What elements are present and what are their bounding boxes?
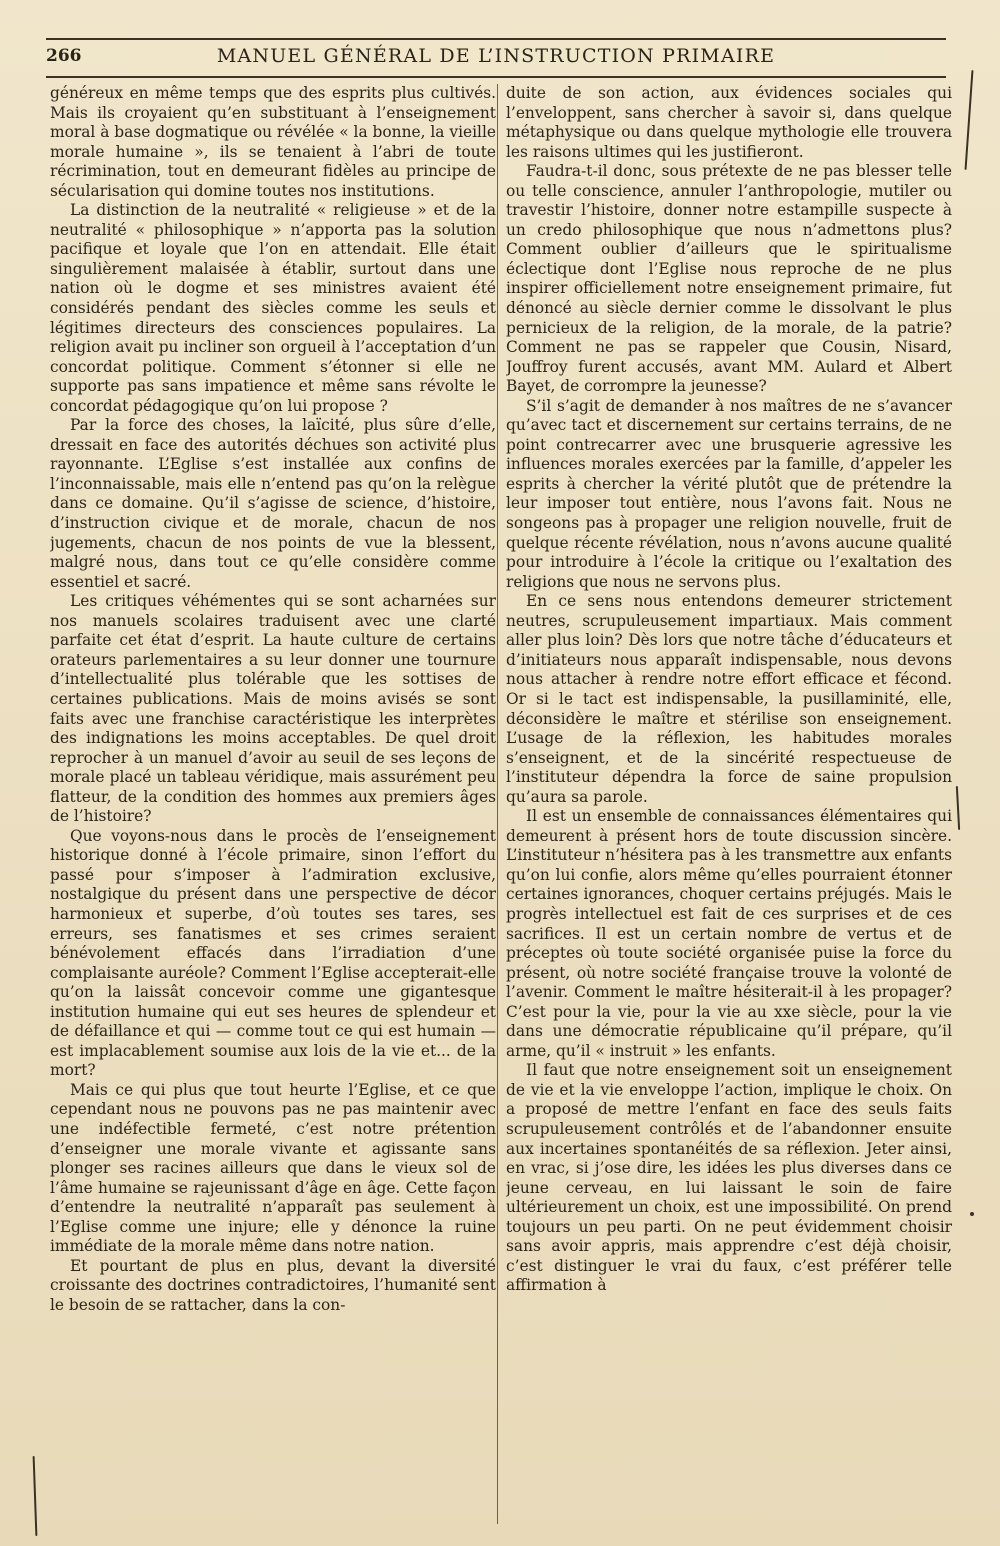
paragraph: La distinction de la neutralité « religieuse » et de la neutralité « philosophique » n’apporta pas la solution pacifique et loyale que l’on en attendait. Elle était singulièrement malaisée à établir, surtout dans une nation où le dogme et ses ministres avaient été considérés pendant des siècles comme les seuls et légitimes directeurs des consciences populaires. La religion avait pu incliner son orgueil à l’acceptation d’un concordat politique. Comment s’étonner si elle ne supporte pas sans impatience et même sans révolte le concordat pédagogique qu’on lui propose ? bbox=[50, 201, 496, 415]
page-number: 266 bbox=[46, 46, 82, 66]
margin-pencil-mark bbox=[965, 70, 974, 170]
column-divider bbox=[497, 84, 498, 1524]
paragraph: Les critiques véhémentes qui se sont acharnées sur nos manuels scolaires traduisent avec une clarté parfaite cet état d’esprit. La haute culture de certains orateurs parlementaires a su leur donner une tournure d’intellectualité plus tolérable que les sottises de certaines publications. Mais de moins avisés se sont faits avec une franchise caractéristique les interprètes des indignations les moins acceptables. De quel droit reprocher à un manuel d’avoir au seuil de ses leçons de morale placé un tableau véridique, mais assurément peu flatteur, de la condition des hommes aux premiers âges de l’histoire? bbox=[50, 592, 496, 826]
journal-title: MANUEL GÉNÉRAL DE L’INSTRUCTION PRIMAIRE bbox=[216, 45, 776, 67]
margin-pencil-mark bbox=[33, 1456, 38, 1536]
paragraph: Faudra-t-il donc, sous prétexte de ne pas blesser telle ou telle conscience, annuler l’anthropologie, mutiler ou travestir l’histoire, donner notre estampille suspecte à un credo philosophique que nous n’admettons plus? Comment oublier d’ailleurs que le spiritualisme éclectique dont l’Eglise nous reproche de ne plus inspirer officiellement notre enseignement primaire, fut dénoncé au siècle dernier comme le dissolvant le plus pernicieux de la religion, de la morale, de la patrie? Comment ne pas se rappeler que Cousin, Nisard, Jouffroy furent accusés, avant MM. Aulard et Albert Bayet, de corrompre la jeunesse? bbox=[506, 162, 952, 396]
paragraph: généreux en même temps que des esprits plus cultivés. Mais ils croyaient qu’en substituant à l’enseignement moral à base dogmatique ou révélée « la bonne, la vieille morale humaine », ils se tenaient à l’abri de toute récrimination, tout en demeurant fidèles au principe de sécularisation qui domine toutes nos institutions. bbox=[50, 84, 496, 200]
margin-pencil-mark bbox=[956, 786, 960, 830]
paragraph: En ce sens nous entendons demeurer strictement neutres, scrupuleusement impartiaux. Mais comment aller plus loin? Dès lors que notre tâche d’éducateurs et d’initiateurs nous apparaît indispensable, nous devons nous attacher à rendre notre effort efficace et fécond. Or si le tact est indispensable, la pusillaminité, elle, déconsidère le maître et stérilise son enseignement. L’usage de la réflexion, les habitudes morales s’enseignent, et de la sincérité respectueuse de l’instituteur dépendra la force de saine propulsion qu’aura sa parole. bbox=[506, 592, 952, 806]
running-header bbox=[46, 38, 946, 78]
left-column bbox=[50, 84, 496, 1524]
paragraph: Et pourtant de plus en plus, devant la diversité croissante des doctrines contradictoires, l’humanité sent le besoin de se rattacher, dans la con- bbox=[50, 1256, 496, 1314]
paragraph: Mais ce qui plus que tout heurte l’Eglise, et ce que cependant nous ne pouvons pas ne pas maintenir avec une indéfectible fermeté, c’est notre prétention d’enseigner une morale vivante et agissante sans plonger ses racines ailleurs que dans le vieux sol de l’âme humaine se rajeunissant d’âge en âge. Cette façon d’entendre la neutralité n’apparaît pas seulement à l’Eglise comme une injure; elle y dénonce la ruine immédiate de la morale même dans notre nation. bbox=[50, 1080, 496, 1256]
right-column bbox=[506, 84, 952, 1524]
paragraph: S’il s’agit de demander à nos maîtres de ne s’avancer qu’avec tact et discernement sur certains terrains, de ne point contrecarrer avec une brusquerie agressive les influences morales exercées par la famille, d’appeler les esprits à chercher la vérité plutôt que de prétendre la leur imposer tout entière, nous l’avons fait. Nous ne songeons pas à propager une religion nouvelle, fruit de quelque récente révélation, nous n’avons aucune qualité pour introduire à l’école la critique ou l’exaltation des religions que nous ne servons plus. bbox=[506, 396, 952, 591]
paragraph: Il est un ensemble de connaissances élémentaires qui demeurent à présent hors de toute discussion sincère. L’instituteur n’hésitera pas à les transmettre aux enfants qu’on lui confie, alors même qu’elles pourraient étonner certaines ignorances, choquer certains préjugés. Mais le progrès intellectuel est fait de ces surprises et de ces sacrifices. Il est un certain nombre de vertus et de préceptes où toute société organisée puise la force du présent, où notre société française trouve la volonté de l’avenir. Comment le maître hésiterait-il à les propager? C’est pour la vie, pour la vie au xxe siècle, pour la vie dans une démocratie républicaine qu’il prépare, qu’il arme, qu’il « instruit » les enfants. bbox=[506, 807, 952, 1060]
paragraph: Il faut que notre enseignement soit un enseignement de vie et la vie enveloppe l’action, implique le choix. On a proposé de mettre l’enfant en face des seuls faits scrupuleusement contrôlés et de l’abandonner ensuite aux incertaines spontanéités de sa réflexion. Jeter ainsi, en vrac, si j’ose dire, les idées les plus diverses dans ce jeune cerveau, en lui laissant le soin de faire ultérieurement un choix, est une impossibilité. On prend toujours un peu parti. On ne peut évidemment choisir sans avoir appris, mais apprendre c’est déjà choisir, c’est distinguer le vrai du faux, c’est préférer telle affirmation à bbox=[506, 1061, 952, 1295]
paragraph: Par la force des choses, la laïcité, plus sûre d’elle, dressait en face des autorités déchues son activité plus rayonnante. L’Eglise s’est installée aux confins de l’inconnaissable, mais elle n’entend pas qu’on la relègue dans ce domaine. Qu’il s’agisse de science, d’histoire, d’instruction civique et de morale, chacun de nos jugements, chacun de nos points de vue la blessent, malgré nous, dans tout ce qu’elle considère comme essentiel et sacré. bbox=[50, 416, 496, 591]
paragraph: Que voyons-nous dans le procès de l’enseignement historique donné à l’école primaire, sinon l’effort du passé pour s’imposer à l’admiration exclusive, nostalgique du présent dans une perspective de décor harmonieux et superbe, d’où toutes ses tares, ses erreurs, ses fanatismes et ses crimes seraient bénévolement effacés dans l’irradiation d’une complaisante auréole? Comment l’Eglise accepterait-elle qu’on la laissât concevoir comme une gigantesque institution humaine qui eut ses heures de splendeur et de défaillance et qui — comme tout ce qui est humain — est implacablement soumise aux lois de la vie et... de la mort? bbox=[50, 826, 496, 1080]
paragraph: duite de son action, aux évidences sociales qui l’enveloppent, sans chercher à savoir si, dans quelque métaphysique ou dans quelque mythologie elle trouvera les raisons ultimes qui les justifieront. bbox=[506, 84, 952, 161]
margin-dot bbox=[970, 1212, 974, 1216]
